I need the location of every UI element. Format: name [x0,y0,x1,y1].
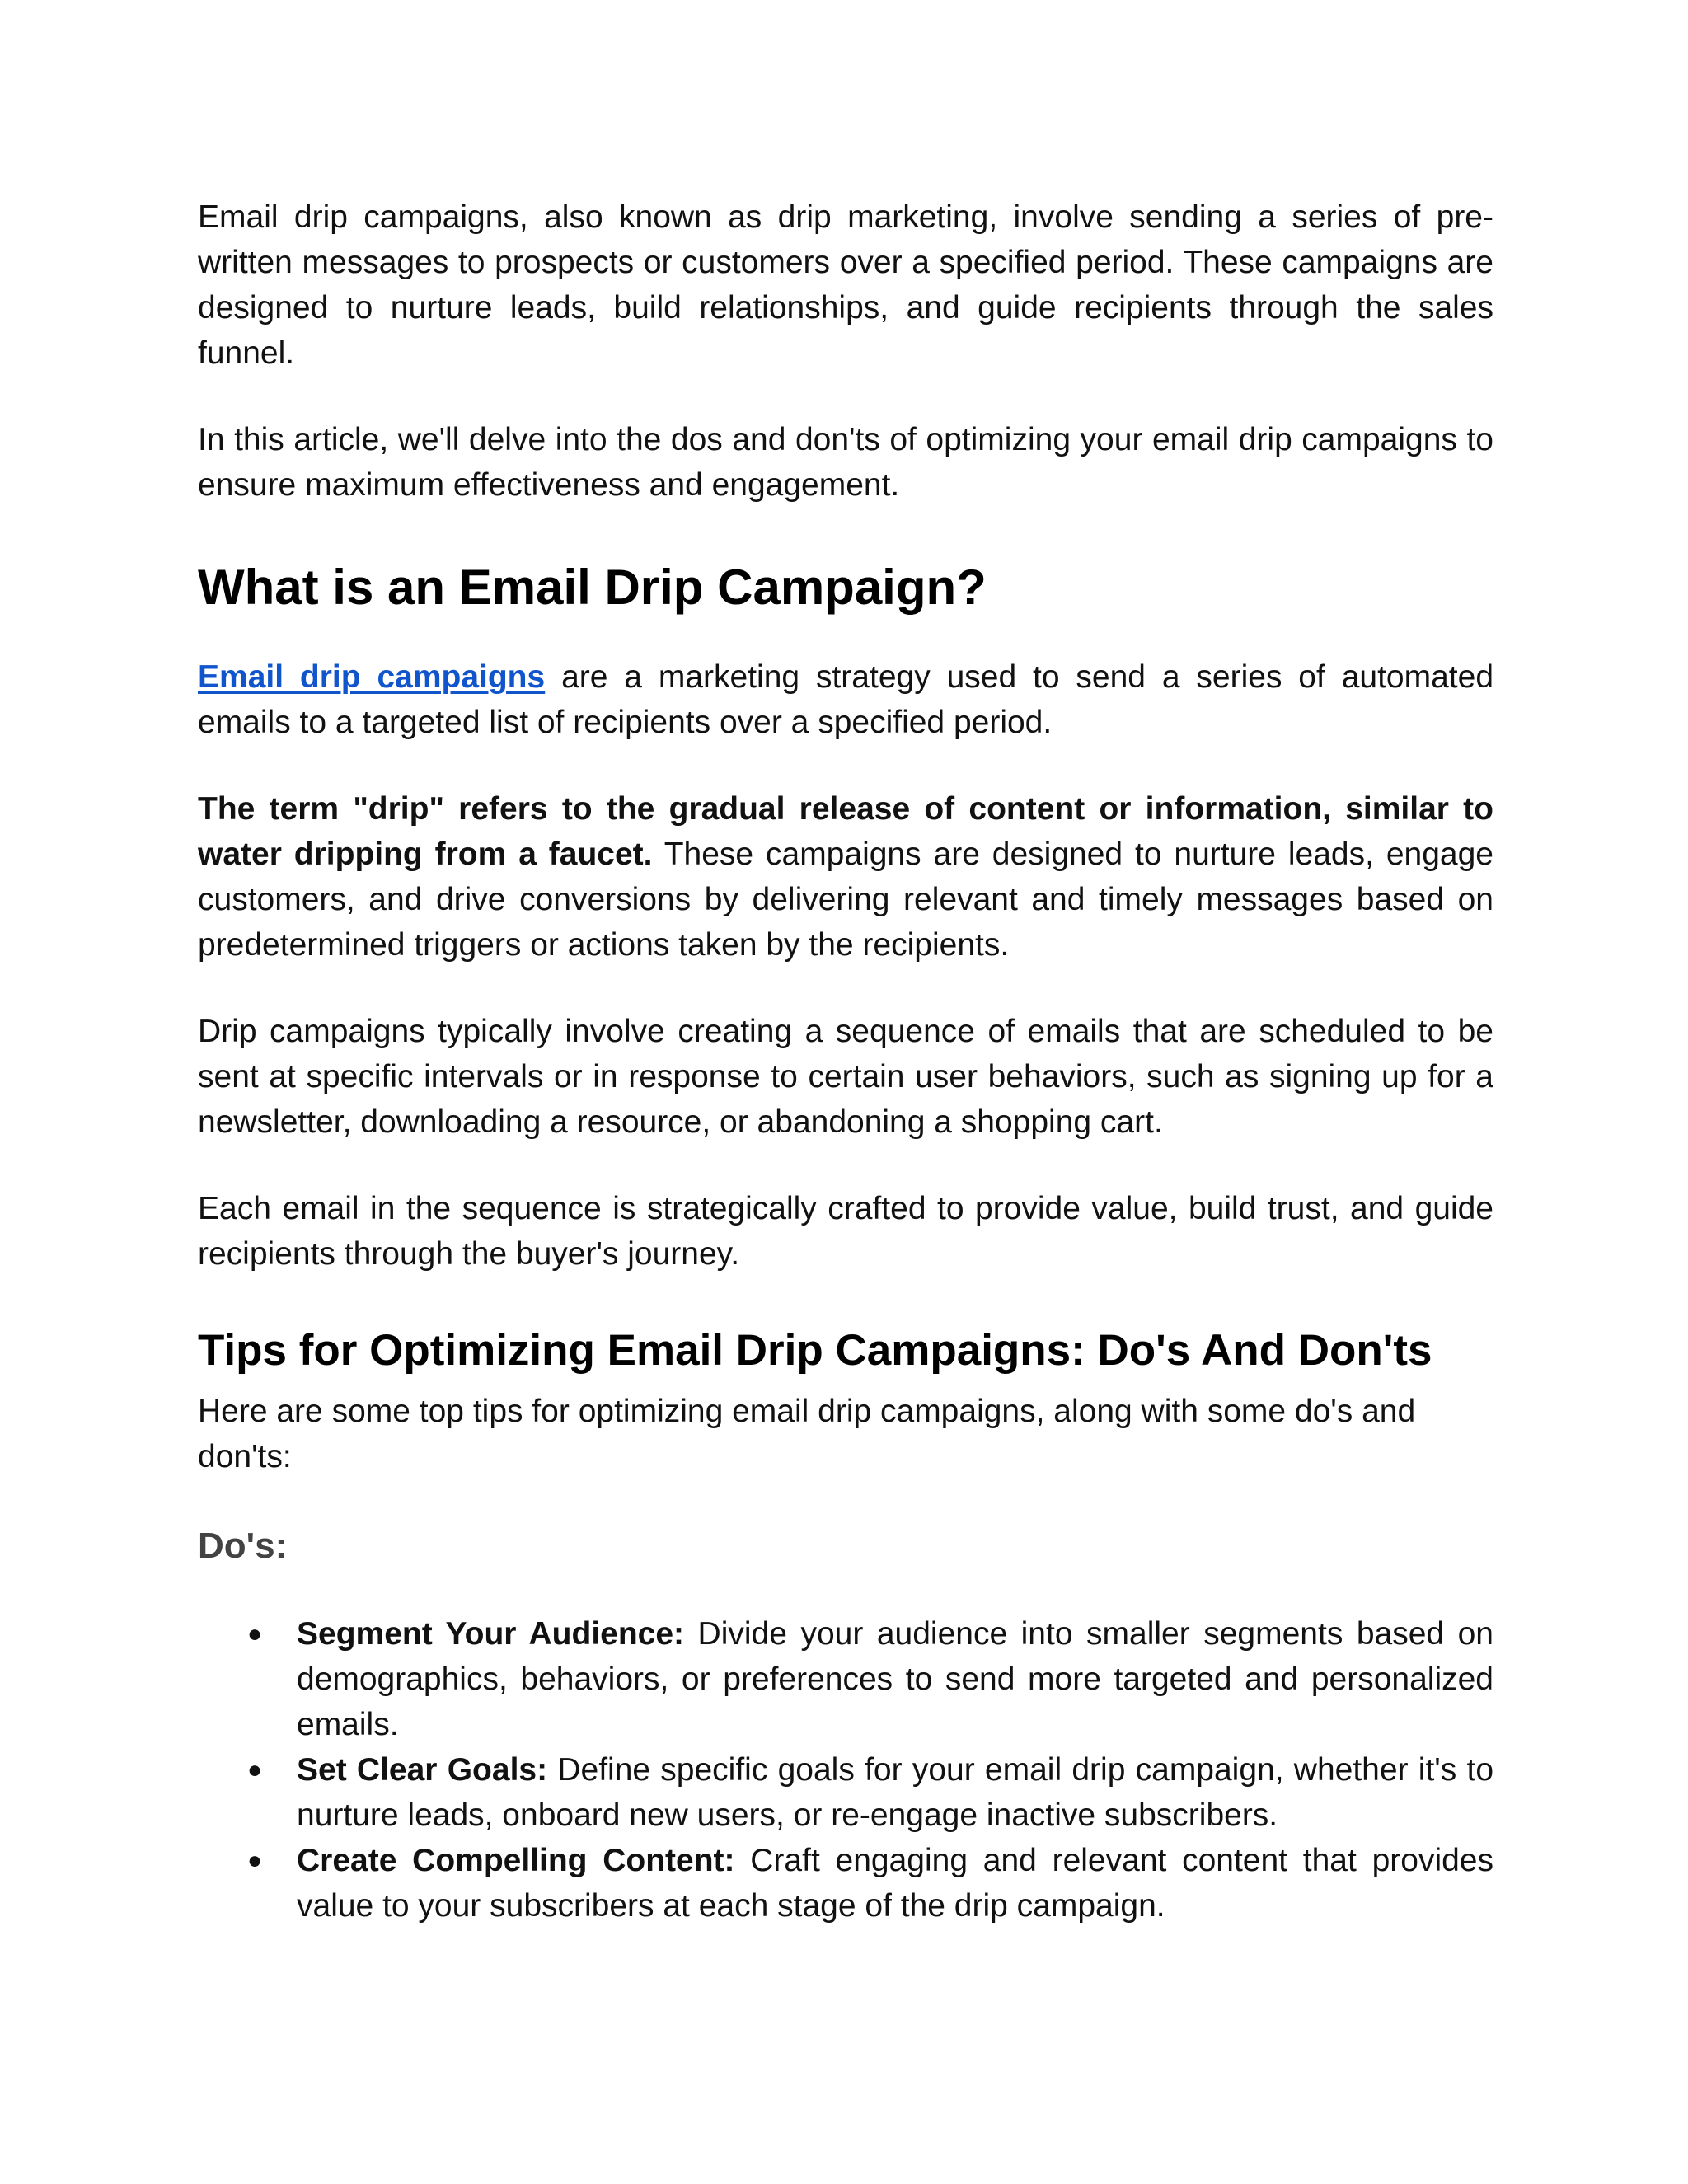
sequence-paragraph: Drip campaigns typically involve creating a sequence of emails that are scheduled to be sent at specific intervals or in response to certain user behaviors, such as signing up for a newsletter, downloading a resource, or abandoning a shopping cart. [198,1014,1493,1140]
bullet-icon: ● [247,1620,263,1647]
drip-term-paragraph-text: These campaigns are designed to nurture leads, engage customers, and drive conversions by delivering relevant and timely messages based on predetermined triggers or actions taken by the recipients. [198,837,1493,963]
document-page [198,194,1493,1929]
list-item-text: Craft engaging and relevant content that provides value to your subscribers at each stage of the drip campaign. [297,1843,1493,1924]
list-item [198,1838,1493,1929]
definition-paragraph-text: are a marketing strategy used to send a series of automated emails to a targeted list of recipients over a specified period. [198,659,1494,740]
bullet-icon: ● [247,1756,263,1783]
section-heading-tips: Tips for Optimizing Email Drip Campaigns: Do's And Don'ts [198,1326,1432,1375]
value-paragraph: Each email in the sequence is strategically crafted to provide value, build trust, and guide recipients through the buyer's journey. [198,1191,1493,1272]
list-item-title: Create Compelling Content: [297,1843,735,1878]
email-drip-campaigns-link[interactable]: Email drip campaigns [198,659,546,695]
section-heading-what-is: What is an Email Drip Campaign? [198,560,987,615]
list-item-text: Divide your audience into smaller segments based on demographics, behaviors, or preferences to send more targeted and personalized emails. [297,1616,1493,1742]
definition-paragraph [198,654,1493,745]
list-item-title: Segment Your Audience: [297,1616,685,1652]
dos-list [198,1611,1493,1929]
list-item [198,1747,1493,1838]
list-item [198,1611,1493,1747]
list-item-text: Define specific goals for your email drip campaign, whether it's to nurture leads, onboard new users, or re-engage inactive subscribers. [297,1752,1494,1833]
dos-heading: Do's: [198,1526,288,1566]
drip-term-bold-text: The term "drip" refers to the gradual release of content or information, similar to water dripping from a faucet. [198,791,1493,872]
list-item-title: Set Clear Goals: [297,1752,548,1788]
intro-paragraph-2: In this article, we'll delve into the dos and don'ts of optimizing your email drip campaigns to ensure maximum effectiveness and engagement. [198,422,1493,503]
tips-intro-paragraph: Here are some top tips for optimizing email drip campaigns, along with some do's and don'ts: [198,1394,1416,1474]
drip-term-paragraph [198,786,1493,968]
intro-paragraph-1: Email drip campaigns, also known as drip marketing, involve sending a series of pre-written messages to prospects or customers over a specified period. These campaigns are designed to nurture leads, build relationships, and guide recipients through the sales funnel. [198,199,1493,371]
bullet-icon: ● [247,1847,263,1874]
